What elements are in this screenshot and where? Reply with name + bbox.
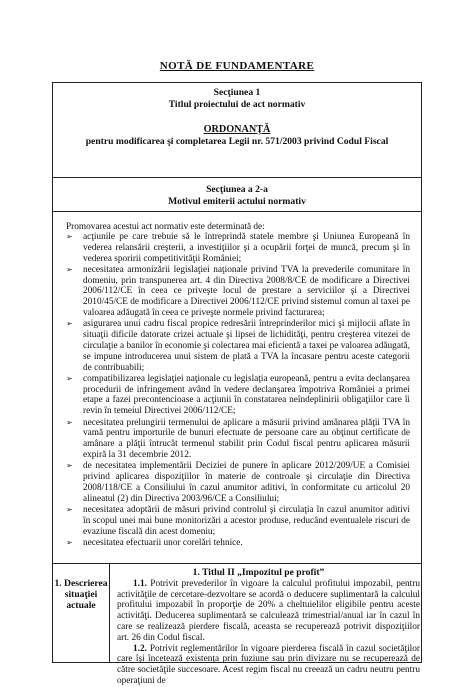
paragraph-number: 1.2.	[133, 643, 147, 654]
section-1-block	[53, 83, 421, 178]
motivation-list	[66, 232, 410, 549]
list-item	[66, 232, 410, 264]
paragraph-1-2	[117, 644, 420, 687]
act-type: ORDONANŢĂ	[203, 124, 271, 135]
section-1-heading: Secţiunea 1	[213, 87, 261, 98]
list-item	[66, 265, 410, 319]
list-item	[66, 538, 410, 549]
intro-text: Promovarea acestui act normativ este determinată de:	[66, 222, 265, 232]
list-item-text: de necesitatea implementării Deciziei de punere în aplicare 2012/209/UE a Comisiei privind aplicarea dispoziţiilor în materie de controale şi circulaţie din Directiva 2008/118/CE a Consiliului în cazul anumitor aditivi, în conformitate cu articolul 20 alineatul (2) din Directiva 2003/96/CE a Consiliului;	[83, 461, 410, 504]
paragraph-text: Potrivit prevederilor în vigoare la calculul profitului impozabil, pentru activităţile de cercetare-dezvoltare se acordă o deducere suplimentară la calculul profitului impozabil în proporţie de 20% a cheltuielilor eligibile pentru aceste activităţi. Deducerea suplimentară se calculează trimestrial/anual iar în cazul în care se realizează pierdere fiscală, aceasta se recuperează potrivit dispoziţiilor art. 26 din Codul fiscal.	[117, 578, 420, 643]
list-item-text: asigurarea unui cadru fiscal propice redresării întreprinderilor mici şi mijlocii aflate în situaţii dificile datorate crizei actuale şi lipsei de lichidităţi, pentru creşterea vitezei de circulaţie a banilor în economie şi colectarea mai eficientă a taxei pe valoarea adăugată, se impune introducerea unui sistem de plată a TVA la încasare pentru aceste categorii de contribuabili;	[83, 319, 410, 373]
list-item	[66, 461, 410, 504]
section-1-subheading: Titlul proiectului de act normativ	[168, 98, 306, 110]
arrow-bullet-icon: ➢	[66, 537, 73, 547]
label-line: actuale	[66, 600, 96, 611]
current-situation-content	[111, 564, 424, 687]
document-table	[52, 82, 422, 686]
arrow-bullet-icon: ➢	[66, 417, 73, 427]
arrow-bullet-icon: ➢	[66, 264, 73, 274]
arrow-bullet-icon: ➢	[66, 461, 73, 471]
motivation-block	[53, 212, 421, 564]
list-item-text: necesitatea prelungirii termenului de aplicare a măsurii privind amânarea plăţii TVA în vamă pentru importurile de bunuri efectuate de persoane care au obţinut certificate de amânare a plăţii întrucât termenul stabilit prin Codul fiscal pentru aplicarea măsurii expiră la 31 decembrie 2012.	[83, 417, 410, 460]
list-item	[66, 319, 410, 373]
arrow-bullet-icon: ➢	[66, 504, 73, 514]
list-item	[66, 505, 410, 537]
section-2-subheading: Motivul emiterii actului normativ	[168, 195, 306, 207]
section-2-heading: Secţiunea a 2-a	[206, 184, 268, 195]
list-item-text: necesitatea adoptării de măsuri privind controlul şi circulaţia în cazul anumitor aditivi în scopul unei mai bune monitorizări a acestor produse, reducând eventualele riscuri de evaziune fiscală din acest domeniu;	[83, 504, 410, 537]
paragraph-1-1	[117, 579, 420, 644]
current-situation-row	[53, 564, 421, 686]
arrow-bullet-icon: ➢	[66, 319, 73, 329]
paragraph-number: 1.1.	[133, 578, 147, 589]
paragraph-text: Potrivit reglementărilor în vigoare pierderea fiscală în cazul societăţilor care îşi încetează existenţa prin fuziune sau prin divizare nu se recuperează de către societăţile succesoare. Acest regim fiscal nu creează un cadru neutru pentru operaţiuni de	[117, 643, 420, 686]
arrow-bullet-icon: ➢	[66, 232, 73, 241]
list-item-text: necesitatea efectuarii unor corelări tehnice.	[83, 537, 243, 548]
list-item	[66, 374, 410, 417]
label-line: 1. Descrierea	[54, 578, 108, 589]
list-item	[66, 418, 410, 461]
list-item-text: acţiunile pe care trebuie să le întreprindă statele membre şi Uniunea Europeană în vederea relansării creşterii, a investiţiilor şi a ocupării forţei de muncă, precum şi în vederea sporirii competitivităţii României;	[83, 232, 410, 264]
title-ii-heading: 1. Titlul II „Impozitul pe profit”	[192, 567, 325, 578]
section-2-block	[53, 178, 421, 212]
label-line: situaţiei	[64, 589, 98, 600]
list-item-text: compatibilizarea legislaţiei naţionale cu legislaţia europeană, pentru a evita declanşarea procedurii de infringement având în vedere declanşarea împotriva României a primei etape a fazei precontencioase a acţiunii în constatarea neîndeplinirii obligaţiilor care îi revin în temeiul Directivei 2006/112/CE;	[83, 373, 410, 417]
page-title: NOTĂ DE FUNDAMENTARE	[159, 60, 315, 72]
act-title: pentru modificarea şi completarea Legii nr. 571/2003 privind Codul Fiscal	[85, 135, 389, 147]
arrow-bullet-icon: ➢	[66, 373, 73, 383]
list-item-text: necesitatea armonizării legislaţiei naţionale privind TVA la prevederile comunitare în domeniu, prin transpunerea art. 4 din Directiva 2008/8/CE de modificare a Directivei 2006/112/CE în ceea ce priveşte locul de prestare a serviciilor şi a Directivei 2010/45/CE de modificare a Directivei 2006/112/CE privind sistemul comun al taxei pe valoarea adăugată în ceea ce priveşte normele privind facturarea;	[83, 264, 410, 319]
